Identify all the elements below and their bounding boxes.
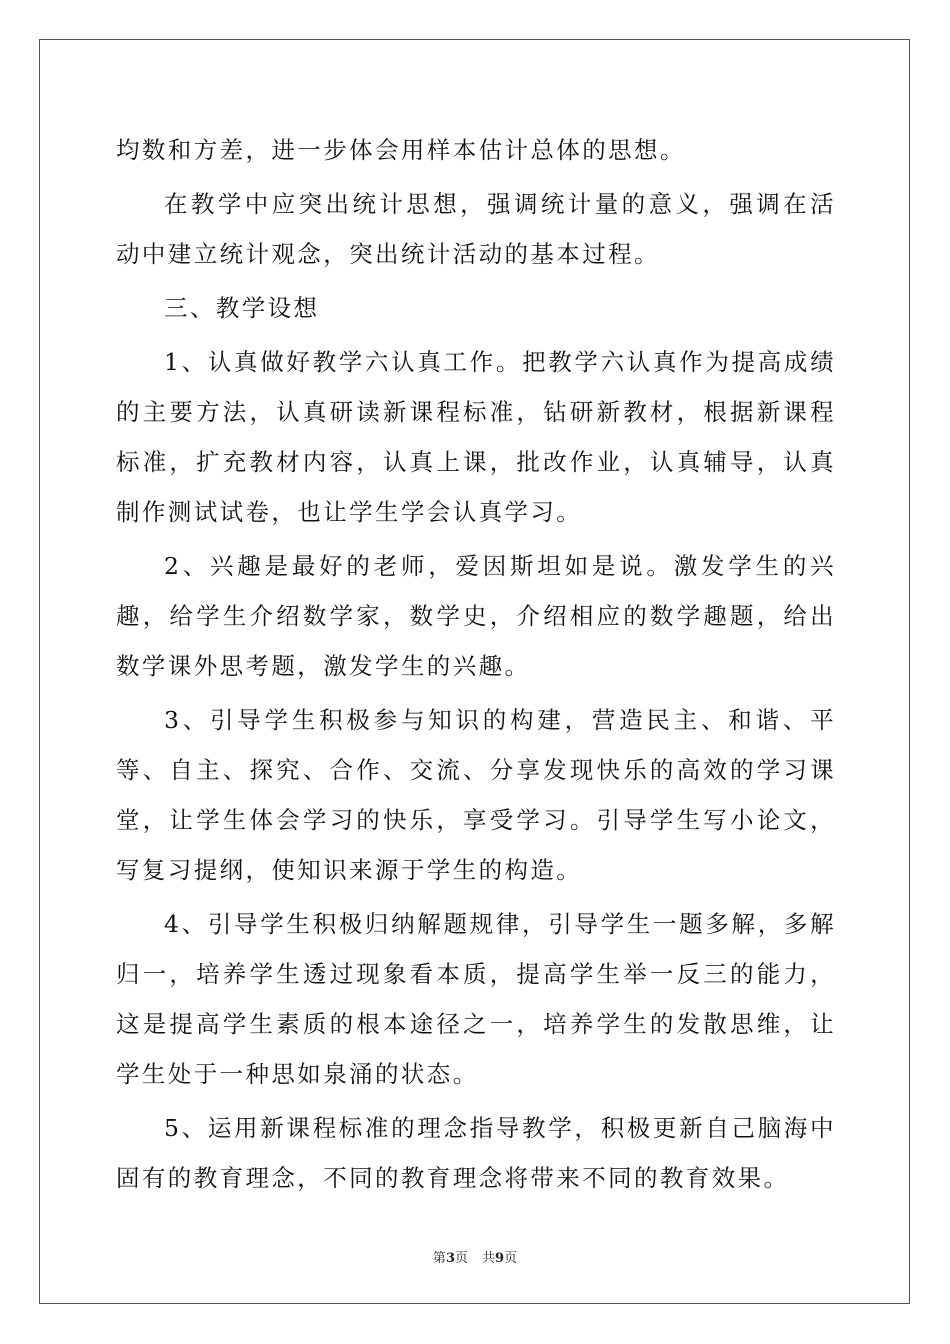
page-footer <box>0 1247 950 1266</box>
paragraph-item-1: 1、认真做好教学六认真工作。把教学六认真作为提高成绩的主要方法，认真研读新课程标准，钻研新教材，根据新课程标准，扩充教材内容，认真上课，批改作业，认真辅导，认真制作测试试卷，也让学生学会认真学习。 <box>116 348 836 526</box>
paragraph-item-4: 4、引导学生积极归纳解题规律，引导学生一题多解，多解归一，培养学生透过现象看本质，提高学生举一反三的能力，这是提高学生素质的根本途径之一，培养学生的发散思维，让学生处于一种思如泉涌的状态。 <box>116 910 836 1088</box>
paragraph-2: 在教学中应突出统计思想，强调统计量的意义，强调在活动中建立统计观念，突出统计活动的基本过程。 <box>116 190 836 268</box>
page-number: 3 <box>445 1251 455 1266</box>
paragraph-1: 均数和方差，进一步体会用样本估计总体的思想。 <box>116 136 686 164</box>
document-body <box>116 125 836 1207</box>
page-suffix: 页 <box>454 1251 468 1266</box>
section-heading: 三、教学设想 <box>164 294 320 322</box>
paragraph-item-2: 2、兴趣是最好的老师，爱因斯坦如是说。激发学生的兴趣，给学生介绍数学家，数学史，介绍相应的数学趣题，给出数学课外思考题，激发学生的兴趣。 <box>116 552 836 680</box>
paragraph-item-3: 3、引导学生积极参与知识的构建，营造民主、和谐、平等、自主、探究、合作、交流、分享发现快乐的高效的学习课堂，让学生体会学习的快乐，享受学习。引导学生写小论文，写复习提纲，使知识来源于学生的构造。 <box>116 706 836 884</box>
page-prefix: 第 <box>432 1251 446 1266</box>
paragraph-item-5: 5、运用新课程标准的理念指导教学，积极更新自己脑海中固有的教育理念，不同的教育理念将带来不同的教育效果。 <box>116 1114 836 1192</box>
total-prefix: 共 <box>482 1251 496 1266</box>
total-pages: 9 <box>495 1251 505 1266</box>
total-suffix: 页 <box>504 1251 518 1266</box>
